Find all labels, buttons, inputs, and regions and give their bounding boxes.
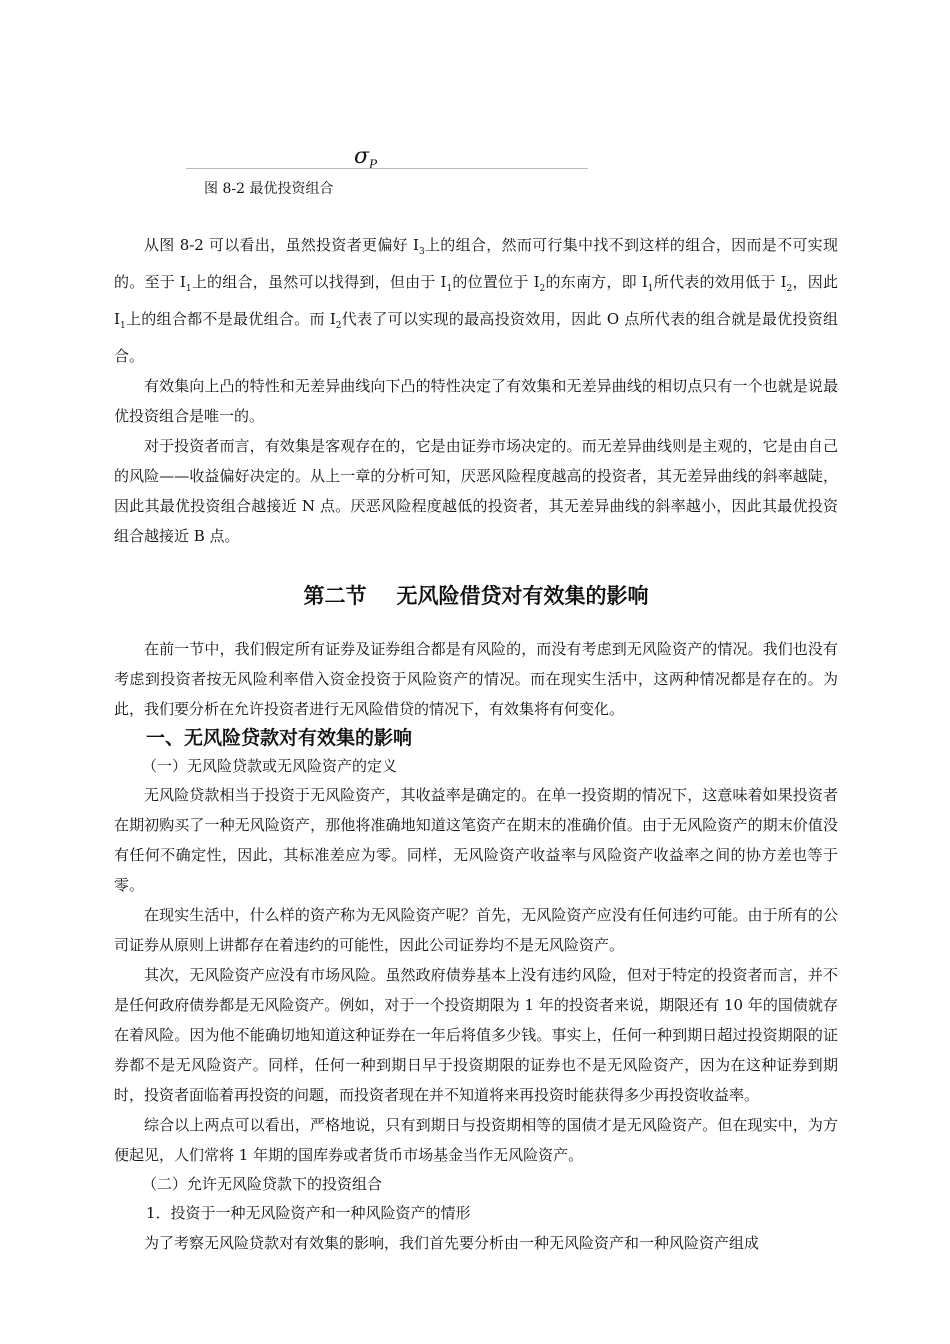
body-text (114, 230, 838, 1258)
section-title: 第二节 无风险借贷对有效集的影响 (303, 584, 649, 608)
heading-level-1: 一、无风险贷款对有效集的影响 (146, 727, 413, 749)
paragraph: 在前一节中，我们假定所有证券及证券组合都是有风险的，而没有考虑到无风险资产的情况。我们也没有考虑到投资者按无风险利率借入资金投资于风险资产的情况。而在现实生活中，这两种情况都是存在的。为此，我们要分析在允许投资者进行无风险借贷的情况下，有效集将有何变化。 (114, 640, 838, 718)
paragraph: 综合以上两点可以看出，严格地说，只有到期日与投资期相等的国债才是无风险资产。但在现实中，为方便起见，人们常将 1 年期的国库券或者货币市场基金当作无风险资产。 (114, 1116, 838, 1164)
heading-level-2: （二）允许无风险贷款下的投资组合 (142, 1175, 383, 1193)
figure-caption: 图 8-2 最优投资组合 (204, 181, 334, 197)
paragraph: 无风险贷款相当于投资于无风险资产，其收益率是确定的。在单一投资期的情况下，这意味着如果投资者在期初购买了一种无风险资产，那他将准确地知道这笔资产在期末的准确价值。由于无风险资产的期末价值没有任何不确定性，因此，其标准差应为零。同样，无风险资产收益率与风险资产收益率之间的协方差也等于零。 (114, 786, 838, 894)
paragraph: 为了考察无风险贷款对有效集的影响，我们首先要分析由一种无风险资产和一种风险资产组成 (144, 1234, 760, 1252)
paragraph: 对于投资者而言，有效集是客观存在的，它是由证券市场决定的。而无差异曲线则是主观的，它是由自己的风险——收益偏好决定的。从上一章的分析可知，厌恶风险程度越高的投资者，其无差异曲线的斜率越陡，因此其最优投资组合越接近 N 点。厌恶风险程度越低的投资者，其无差异曲线的斜率越小，因此其最优投资组合越接近 B 点。 (114, 437, 838, 545)
axis-label-sigma-p: $\sigma_P$ (354, 144, 378, 172)
paragraph: 在现实生活中，什么样的资产称为无风险资产呢？首先，无风险资产应没有任何违约可能。由于所有的公司证券从原则上讲都存在着违约的可能性，因此公司证券均不是无风险资产。 (114, 906, 838, 954)
paragraph: 从图 8-2 可以看出，虽然投资者更偏好 $I_3$上的组合，然而可行集中找不到这样的组合，因而是不可实现的。至于 $I_1$上的组合，虽然可以找得到，但由于 $I_1$的位置位于 $I_2$的东南方，即 $I_1$所代表的效用低于 $I_2$，因此 $I_1$上的组合都不是最优组合。而 $I_2$代表了可以实现的最高投资效用，因此 O 点所代表的组合就是最优投资组合。 (114, 236, 838, 365)
paragraph: 其次，无风险资产应没有市场风险。虽然政府债券基本上没有违约风险，但对于特定的投资者而言，并不是任何政府债券都是无风险资产。例如，对于一个投资期限为 1 年的投资者来说，期限还有 10 年的国债就存在着风险。因为他不能确切地知道这种证券在一年后将值多少钱。事实上，任何一种到期日超过投资期限的证券都不是无风险资产。同样，任何一种到期日早于投资期限的证券也不是无风险资产，因为在这种证券到期时，投资者面临着再投资的问题，而投资者现在并不知道将来再投资时能获得多少再投资收益率。 (114, 966, 838, 1104)
figure-axis-line (186, 168, 588, 169)
heading-level-2: （一）无风险贷款或无风险资产的定义 (142, 757, 398, 775)
paragraph: 有效集向上凸的特性和无差异曲线向下凸的特性决定了有效集和无差异曲线的相切点只有一个也就是说最优投资组合是唯一的。 (114, 377, 838, 425)
heading-level-3: 1．投资于一种无风险资产和一种风险资产的情形 (146, 1204, 471, 1222)
